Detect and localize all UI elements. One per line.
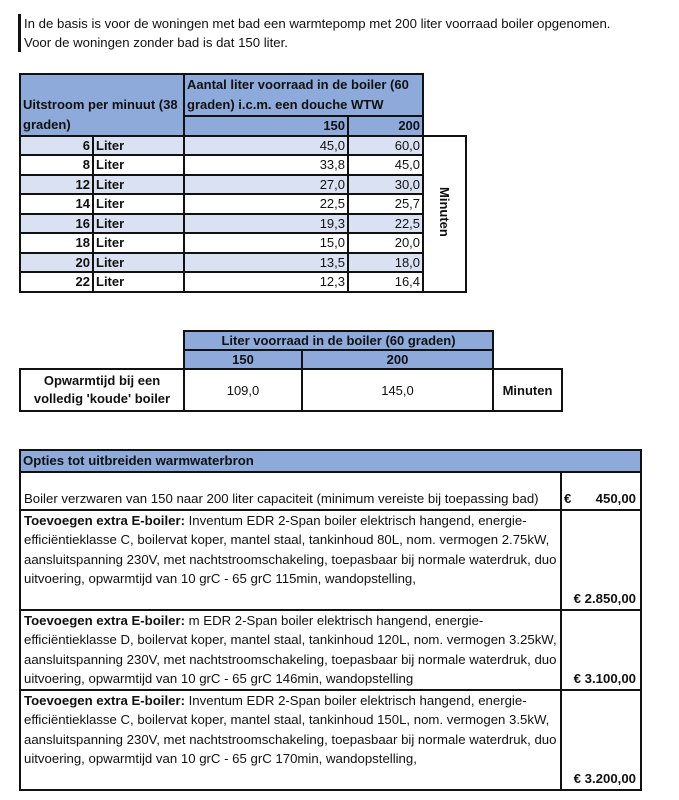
option-description: Toevoegen extra E-boiler: m EDR 2-Span boiler elektrisch hangend, energie-efficiëntieklasse D, boilervat koper, mantel staal, tankinhoud 120L, nom. vermogen 3.25kW, aansluitspanning 230V, met nachtstroomschakeling, toepasbaar bij normale waterdruk, duo uitvoering, opwarmtijd van 10 grC - 65 grC 146min, wandopstelling (20, 610, 561, 690)
table-row: 18 Liter 15,0 20,0 (20, 233, 466, 253)
heatup-value-150: 109,0 (184, 369, 302, 411)
option-row (20, 510, 641, 610)
options-header: Opties tot uitbreiden warmwaterbron (20, 450, 641, 472)
heatup-row-label: Opwarmtijd bij een volledig 'koude' boiler (20, 369, 184, 411)
intro-line-2: Voor de woningen zonder bad is dat 150 liter. (24, 35, 288, 50)
table-row: 12 Liter 27,0 30,0 (20, 175, 466, 195)
col-header-200: 200 (348, 116, 423, 136)
flow-header: Uitstroom per minuut (38 graden) (20, 74, 184, 136)
heatup-unit: Minuten (493, 369, 562, 411)
table-row: 20 Liter 13,5 18,0 (20, 253, 466, 273)
col-header-150-2: 150 (184, 350, 302, 369)
col-header-200-2: 200 (302, 350, 493, 369)
option-description: Toevoegen extra E-boiler: Inventum EDR 2-Span boiler elektrisch hangend, energie-efficiëntieklasse C, boilervat koper, mantel staal, tankinhoud 80L, nom. vermogen 2.75kW, aansluitspanning 230V, met nachtstroomschakeling, toepasbaar bij normale waterdruk, duo uitvoering, opwarmtijd van 10 grC - 65 grC 115min, wandopstelling, (20, 510, 561, 610)
table-row: 16 Liter 19,3 22,5 (20, 214, 466, 234)
option-price: € 3.200,00 (561, 690, 641, 790)
option-price: € 2.850,00 (561, 510, 641, 610)
option-row (20, 690, 641, 790)
capacity-header-2: Liter voorraad in de boiler (60 graden) (184, 331, 493, 350)
table-row: 8 Liter 33,8 45,0 (20, 155, 466, 175)
flow-duration-table (19, 73, 467, 293)
table-row: 14 Liter 22,5 25,7 (20, 194, 466, 214)
option-price: € 450,00 (561, 472, 641, 510)
table-row: 6 Liter 45,0 60,0 Minuten (20, 136, 466, 156)
intro-line-1: In de basis is voor de woningen met bad een warmtepomp met 200 liter voorraad boiler opgenomen. (24, 16, 611, 31)
options-table (19, 449, 642, 791)
table-row: 22 Liter 12,3 16,4 (20, 272, 466, 292)
option-description: Toevoegen extra E-boiler: Inventum EDR 2-Span boiler elektrisch hangend, energie-efficiëntieklasse C, boilervat koper, mantel staal, tankinhoud 150L, nom. vermogen 3.5kW, aansluitspanning 230V, met nachtstroomschakeling, toepasbaar bij normale waterdruk, duo uitvoering, opwarmtijd van 10 grC - 65 grC 170min, wandopstelling, (20, 690, 561, 790)
option-price: € 3.100,00 (561, 610, 641, 690)
col-header-150: 150 (184, 116, 348, 136)
option-description: Boiler verzwaren van 150 naar 200 liter capaciteit (minimum vereiste bij toepassing bad) (20, 472, 561, 510)
heatup-time-table (19, 330, 563, 412)
minutes-label: Minuten (423, 136, 466, 292)
capacity-header: Aantal liter voorraad in de boiler (60 graden) i.c.m. een douche WTW (184, 74, 423, 116)
table-row (20, 369, 562, 411)
intro-text (18, 14, 610, 52)
heatup-value-200: 145,0 (302, 369, 493, 411)
option-row (20, 610, 641, 690)
option-row (20, 472, 641, 510)
